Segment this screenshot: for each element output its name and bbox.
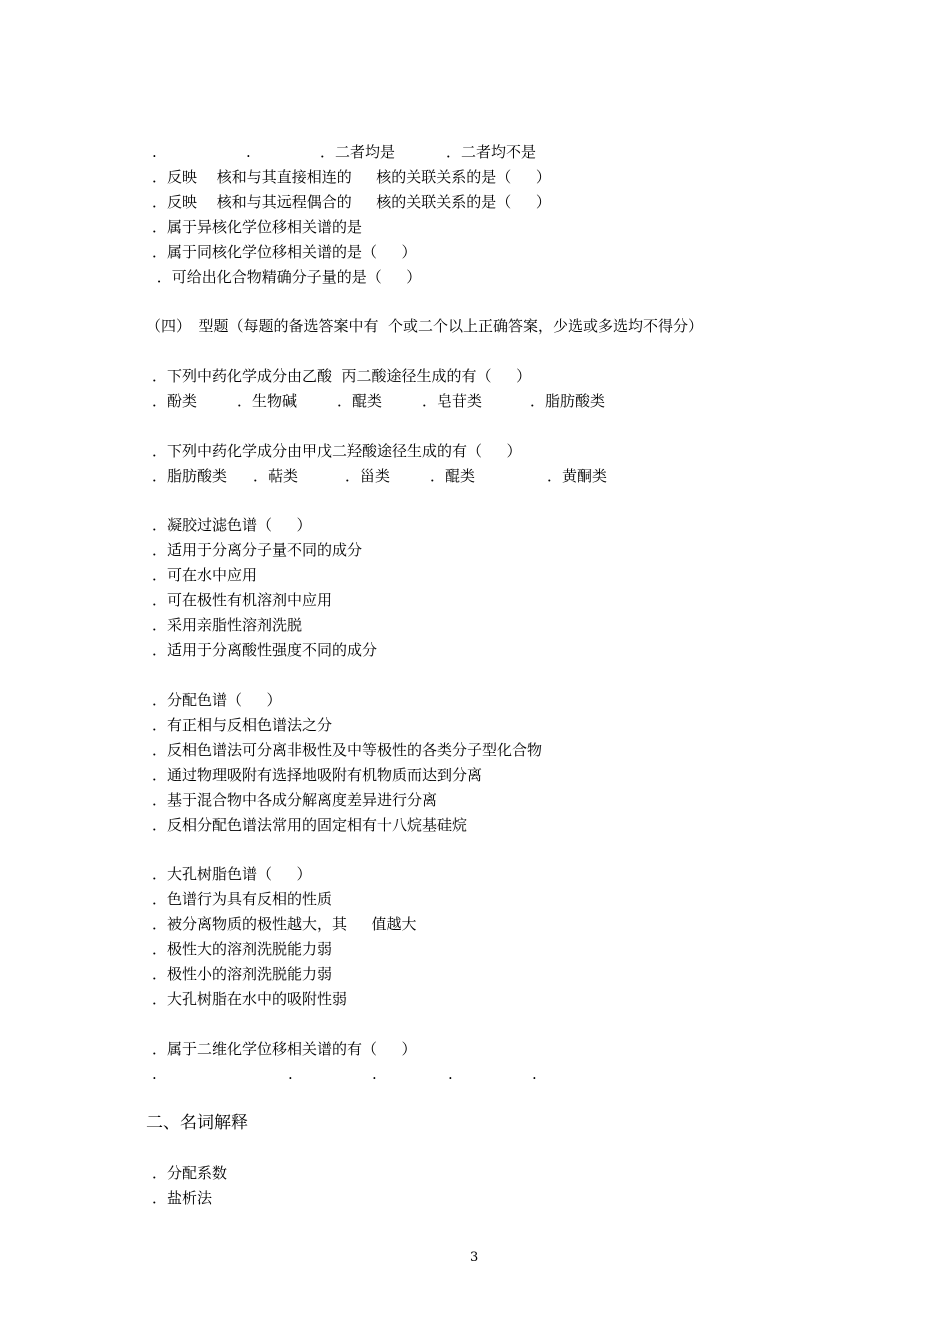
q3-stem: ．凝胶过滤色谱（ ） <box>152 516 312 534</box>
prev-option-2: . <box>246 143 251 161</box>
q2-stem: ．下列中药化学成分由甲戊二羟酸途径生成的有（ ） <box>152 442 522 460</box>
q3-option-d: ．采用亲脂性溶剂洗脱 <box>152 616 303 634</box>
q3-option-c: ．可在极性有机溶剂中应用 <box>152 591 333 609</box>
q6-option-b: . <box>288 1065 293 1083</box>
prev-option-1: . <box>152 143 157 161</box>
section2-title: 二、名词解释 <box>146 1113 248 1133</box>
q2-option-c: ．甾类 <box>345 467 391 485</box>
prev-option-4: ．二者均不是 <box>446 143 537 161</box>
q1-stem: ．下列中药化学成分由乙酸 丙二酸途径生成的有（ ） <box>152 367 532 385</box>
prev-option-3: ．二者均是 <box>320 143 396 161</box>
q3-option-b: ．可在水中应用 <box>152 566 258 584</box>
q1-option-a: ．酚类 <box>152 392 198 410</box>
page-number: 3 <box>470 1250 479 1265</box>
q6-stem: ．属于二维化学位移相关谱的有（ ） <box>152 1040 417 1058</box>
prev-question-b: ．反映 核和与其远程偶合的 核的关联关系的是（ ） <box>152 193 551 211</box>
q1-option-d: ．皂苷类 <box>422 392 483 410</box>
q3-option-e: ．适用于分离酸性强度不同的成分 <box>152 641 378 659</box>
prev-question-a: ．反映 核和与其直接相连的 核的关联关系的是（ ） <box>152 168 551 186</box>
prev-question-c: ．属于异核化学位移相关谱的是 <box>152 218 363 236</box>
q2-option-d: ．醌类 <box>430 467 476 485</box>
prev-question-e: ．可给出化合物精确分子量的是（ ） <box>152 268 422 286</box>
q4-stem: ．分配色谱（ ） <box>152 691 282 709</box>
prev-question-d: ．属于同核化学位移相关谱的是（ ） <box>152 243 417 261</box>
q5-option-c: ．极性大的溶剂洗脱能力弱 <box>152 940 333 958</box>
q1-option-c: ．醌类 <box>337 392 383 410</box>
q6-option-e: . <box>532 1065 537 1083</box>
q5-stem: ．大孔树脂色谱（ ） <box>152 865 312 883</box>
q2-option-b: ．萜类 <box>253 467 299 485</box>
q6-option-a: . <box>152 1065 157 1083</box>
q6-option-c: . <box>372 1065 377 1083</box>
q1-option-b: ．生物碱 <box>237 392 298 410</box>
term-1: ．分配系数 <box>152 1164 228 1182</box>
q6-option-d: . <box>448 1065 453 1083</box>
q4-option-e: ．反相分配色谱法常用的固定相有十八烷基硅烷 <box>152 816 468 834</box>
q5-option-a: ．色谱行为具有反相的性质 <box>152 890 333 908</box>
q2-option-a: ．脂肪酸类 <box>152 467 228 485</box>
q1-option-e: ．脂肪酸类 <box>530 392 606 410</box>
term-2: ．盐析法 <box>152 1189 213 1207</box>
q4-option-d: ．基于混合物中各成分解离度差异进行分离 <box>152 791 438 809</box>
q4-option-b: ．反相色谱法可分离非极性及中等极性的各类分子型化合物 <box>152 741 543 759</box>
q4-option-a: ．有正相与反相色谱法之分 <box>152 716 333 734</box>
q5-option-d: ．极性小的溶剂洗脱能力弱 <box>152 965 333 983</box>
q4-option-c: ．通过物理吸附有选择地吸附有机物质而达到分离 <box>152 766 483 784</box>
q5-option-b: ．被分离物质的极性越大，其 值越大 <box>152 915 417 933</box>
section4-heading: （四） 型题（每题的备选答案中有 个或二个以上正确答案，少选或多选均不得分） <box>146 317 704 335</box>
q5-option-e: ．大孔树脂在水中的吸附性弱 <box>152 990 348 1008</box>
q3-option-a: ．适用于分离分子量不同的成分 <box>152 541 363 559</box>
q2-option-e: ．黄酮类 <box>547 467 608 485</box>
